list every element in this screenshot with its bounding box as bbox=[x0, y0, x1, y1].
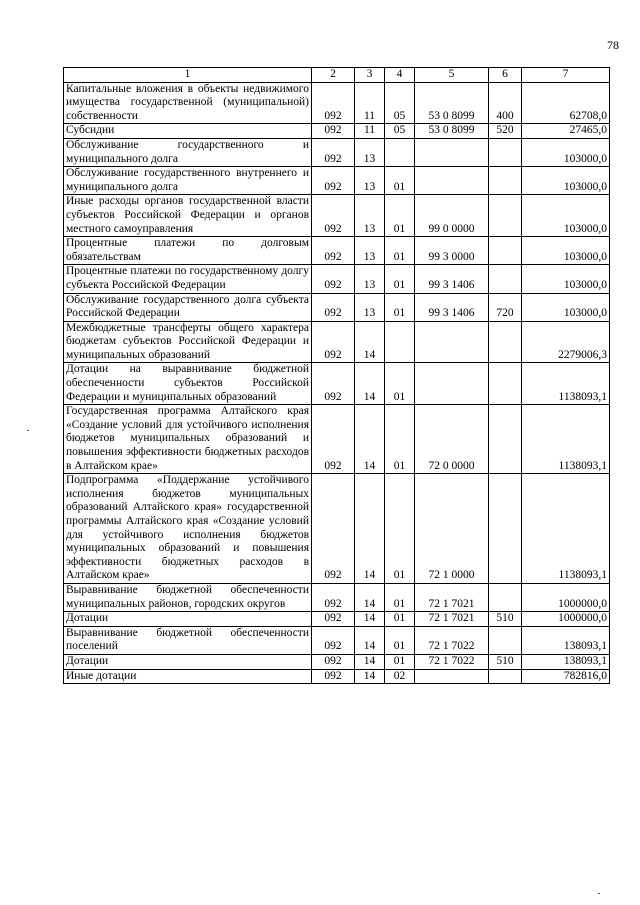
subsection-code-cell: 01 bbox=[385, 195, 415, 237]
ministry-code-cell: 092 bbox=[312, 124, 355, 139]
table-row bbox=[64, 363, 610, 405]
target-article-cell bbox=[415, 669, 489, 684]
section-code-cell: 14 bbox=[355, 405, 385, 474]
ministry-code-cell: 092 bbox=[312, 265, 355, 293]
section-code-cell: 14 bbox=[355, 654, 385, 669]
target-article-cell: 72 1 0000 bbox=[415, 474, 489, 584]
target-article-cell bbox=[415, 167, 489, 195]
amount-cell: 103000,0 bbox=[522, 265, 610, 293]
amount-cell: 1138093,1 bbox=[522, 474, 610, 584]
subsection-code-cell: 01 bbox=[385, 293, 415, 321]
row-name-cell: Межбюджетные трансферты общего характера бюджетам субъектов Российской Федерации и муниципальных образований bbox=[64, 321, 312, 363]
page-number: 78 bbox=[607, 38, 619, 52]
expense-type-cell: 520 bbox=[489, 124, 522, 139]
amount-cell: 103000,0 bbox=[522, 138, 610, 166]
expense-type-cell bbox=[489, 167, 522, 195]
column-header: 7 bbox=[522, 68, 610, 83]
table-row bbox=[64, 293, 610, 321]
ministry-code-cell: 092 bbox=[312, 405, 355, 474]
ministry-code-cell: 092 bbox=[312, 293, 355, 321]
amount-cell: 62708,0 bbox=[522, 82, 610, 124]
row-name-cell: Дотации на выравнивание бюджетной обеспеченности субъектов Российской Федерации и муниципальных образований bbox=[64, 363, 312, 405]
column-header: 5 bbox=[415, 68, 489, 83]
row-name-cell: Обслуживание государственного и муниципального долга bbox=[64, 138, 312, 166]
section-code-cell: 13 bbox=[355, 265, 385, 293]
target-article-cell: 72 1 7021 bbox=[415, 583, 489, 611]
amount-cell: 103000,0 bbox=[522, 293, 610, 321]
subsection-code-cell: 01 bbox=[385, 626, 415, 654]
section-code-cell: 11 bbox=[355, 82, 385, 124]
ministry-code-cell: 092 bbox=[312, 321, 355, 363]
target-article-cell bbox=[415, 321, 489, 363]
target-article-cell: 72 1 7021 bbox=[415, 612, 489, 627]
expense-type-cell bbox=[489, 237, 522, 265]
expense-type-cell bbox=[489, 138, 522, 166]
target-article-cell bbox=[415, 363, 489, 405]
header-row bbox=[64, 68, 610, 83]
table-row bbox=[64, 626, 610, 654]
section-code-cell: 14 bbox=[355, 321, 385, 363]
amount-cell: 138093,1 bbox=[522, 654, 610, 669]
amount-cell: 103000,0 bbox=[522, 167, 610, 195]
ministry-code-cell: 092 bbox=[312, 474, 355, 584]
ministry-code-cell: 092 bbox=[312, 82, 355, 124]
subsection-code-cell: 01 bbox=[385, 237, 415, 265]
amount-cell: 103000,0 bbox=[522, 195, 610, 237]
amount-cell: 1000000,0 bbox=[522, 612, 610, 627]
subsection-code-cell bbox=[385, 321, 415, 363]
target-article-cell: 72 1 7022 bbox=[415, 654, 489, 669]
table-row bbox=[64, 654, 610, 669]
table-row bbox=[64, 612, 610, 627]
expense-type-cell: 400 bbox=[489, 82, 522, 124]
amount-cell: 1138093,1 bbox=[522, 405, 610, 474]
subsection-code-cell: 01 bbox=[385, 265, 415, 293]
subsection-code-cell: 01 bbox=[385, 583, 415, 611]
amount-cell: 782816,0 bbox=[522, 669, 610, 684]
amount-cell: 27465,0 bbox=[522, 124, 610, 139]
table-row bbox=[64, 124, 610, 139]
table-row bbox=[64, 138, 610, 166]
subsection-code-cell: 01 bbox=[385, 654, 415, 669]
expense-type-cell: 720 bbox=[489, 293, 522, 321]
column-header: 6 bbox=[489, 68, 522, 83]
scan-mark bbox=[27, 430, 29, 431]
amount-cell: 1138093,1 bbox=[522, 363, 610, 405]
section-code-cell: 13 bbox=[355, 293, 385, 321]
expense-type-cell bbox=[489, 626, 522, 654]
section-code-cell: 14 bbox=[355, 612, 385, 627]
section-code-cell: 13 bbox=[355, 138, 385, 166]
column-header: 2 bbox=[312, 68, 355, 83]
row-name-cell: Государственная программа Алтайского края «Создание условий для устойчивого исполнения бюджетов муниципальных образований и повышения эффективности бюджетных расходов в Алтайском крае» bbox=[64, 405, 312, 474]
row-name-cell: Выравнивание бюджетной обеспеченности муниципальных районов, городских округов bbox=[64, 583, 312, 611]
amount-cell: 103000,0 bbox=[522, 237, 610, 265]
scan-mark bbox=[598, 893, 600, 894]
expense-type-cell bbox=[489, 405, 522, 474]
section-code-cell: 14 bbox=[355, 474, 385, 584]
row-name-cell: Обслуживание государственного долга субъекта Российской Федерации bbox=[64, 293, 312, 321]
table-row bbox=[64, 474, 610, 584]
section-code-cell: 13 bbox=[355, 167, 385, 195]
ministry-code-cell: 092 bbox=[312, 138, 355, 166]
row-name-cell: Иные расходы органов государственной власти субъектов Российской Федерации и органов местного самоуправления bbox=[64, 195, 312, 237]
row-name-cell: Капитальные вложения в объекты недвижимого имущества государственной (муниципальной) собственности bbox=[64, 82, 312, 124]
target-article-cell: 72 1 7022 bbox=[415, 626, 489, 654]
table-row bbox=[64, 82, 610, 124]
row-name-cell: Подпрограмма «Поддержание устойчивого исполнения бюджетов муниципальных образований Алтайского края» государственной программы Алтайского края «Создание условий для устойчивого исполнения бюджетов муниципальных образований и повышения эффективности бюджетных расходов в Алтайском крае» bbox=[64, 474, 312, 584]
column-header: 1 bbox=[64, 68, 312, 83]
ministry-code-cell: 092 bbox=[312, 195, 355, 237]
row-name-cell: Дотации bbox=[64, 612, 312, 627]
row-name-cell: Процентные платежи по государственному долгу субъекта Российской Федерации bbox=[64, 265, 312, 293]
subsection-code-cell: 01 bbox=[385, 167, 415, 195]
ministry-code-cell: 092 bbox=[312, 669, 355, 684]
target-article-cell: 99 3 1406 bbox=[415, 265, 489, 293]
expense-type-cell bbox=[489, 321, 522, 363]
ministry-code-cell: 092 bbox=[312, 654, 355, 669]
table-row bbox=[64, 669, 610, 684]
target-article-cell: 99 3 1406 bbox=[415, 293, 489, 321]
section-code-cell: 13 bbox=[355, 237, 385, 265]
section-code-cell: 14 bbox=[355, 583, 385, 611]
table-row bbox=[64, 405, 610, 474]
target-article-cell: 53 0 8099 bbox=[415, 82, 489, 124]
expense-type-cell: 510 bbox=[489, 654, 522, 669]
table-row bbox=[64, 265, 610, 293]
table-body bbox=[64, 82, 610, 684]
ministry-code-cell: 092 bbox=[312, 237, 355, 265]
row-name-cell: Выравнивание бюджетной обеспеченности поселений bbox=[64, 626, 312, 654]
ministry-code-cell: 092 bbox=[312, 583, 355, 611]
target-article-cell: 72 0 0000 bbox=[415, 405, 489, 474]
target-article-cell: 99 0 0000 bbox=[415, 195, 489, 237]
section-code-cell: 13 bbox=[355, 195, 385, 237]
subsection-code-cell: 02 bbox=[385, 669, 415, 684]
ministry-code-cell: 092 bbox=[312, 626, 355, 654]
subsection-code-cell: 01 bbox=[385, 363, 415, 405]
expense-type-cell bbox=[489, 363, 522, 405]
section-code-cell: 14 bbox=[355, 669, 385, 684]
expense-type-cell bbox=[489, 265, 522, 293]
row-name-cell: Субсидии bbox=[64, 124, 312, 139]
row-name-cell: Процентные платежи по долговым обязательствам bbox=[64, 237, 312, 265]
section-code-cell: 14 bbox=[355, 626, 385, 654]
row-name-cell: Иные дотации bbox=[64, 669, 312, 684]
table-row bbox=[64, 583, 610, 611]
subsection-code-cell: 05 bbox=[385, 124, 415, 139]
subsection-code-cell bbox=[385, 138, 415, 166]
amount-cell: 1000000,0 bbox=[522, 583, 610, 611]
target-article-cell bbox=[415, 138, 489, 166]
ministry-code-cell: 092 bbox=[312, 167, 355, 195]
row-name-cell: Обслуживание государственного внутреннего и муниципального долга bbox=[64, 167, 312, 195]
column-header: 4 bbox=[385, 68, 415, 83]
budget-table bbox=[63, 67, 610, 684]
amount-cell: 138093,1 bbox=[522, 626, 610, 654]
table-row bbox=[64, 195, 610, 237]
expense-type-cell bbox=[489, 669, 522, 684]
target-article-cell: 53 0 8099 bbox=[415, 124, 489, 139]
ministry-code-cell: 092 bbox=[312, 612, 355, 627]
column-header: 3 bbox=[355, 68, 385, 83]
subsection-code-cell: 05 bbox=[385, 82, 415, 124]
target-article-cell: 99 3 0000 bbox=[415, 237, 489, 265]
subsection-code-cell: 01 bbox=[385, 612, 415, 627]
section-code-cell: 14 bbox=[355, 363, 385, 405]
ministry-code-cell: 092 bbox=[312, 363, 355, 405]
row-name-cell: Дотации bbox=[64, 654, 312, 669]
amount-cell: 2279006,3 bbox=[522, 321, 610, 363]
section-code-cell: 11 bbox=[355, 124, 385, 139]
expense-type-cell bbox=[489, 474, 522, 584]
subsection-code-cell: 01 bbox=[385, 474, 415, 584]
expense-type-cell bbox=[489, 583, 522, 611]
table-row bbox=[64, 237, 610, 265]
table-row bbox=[64, 321, 610, 363]
expense-type-cell bbox=[489, 195, 522, 237]
table-row bbox=[64, 167, 610, 195]
subsection-code-cell: 01 bbox=[385, 405, 415, 474]
expense-type-cell: 510 bbox=[489, 612, 522, 627]
